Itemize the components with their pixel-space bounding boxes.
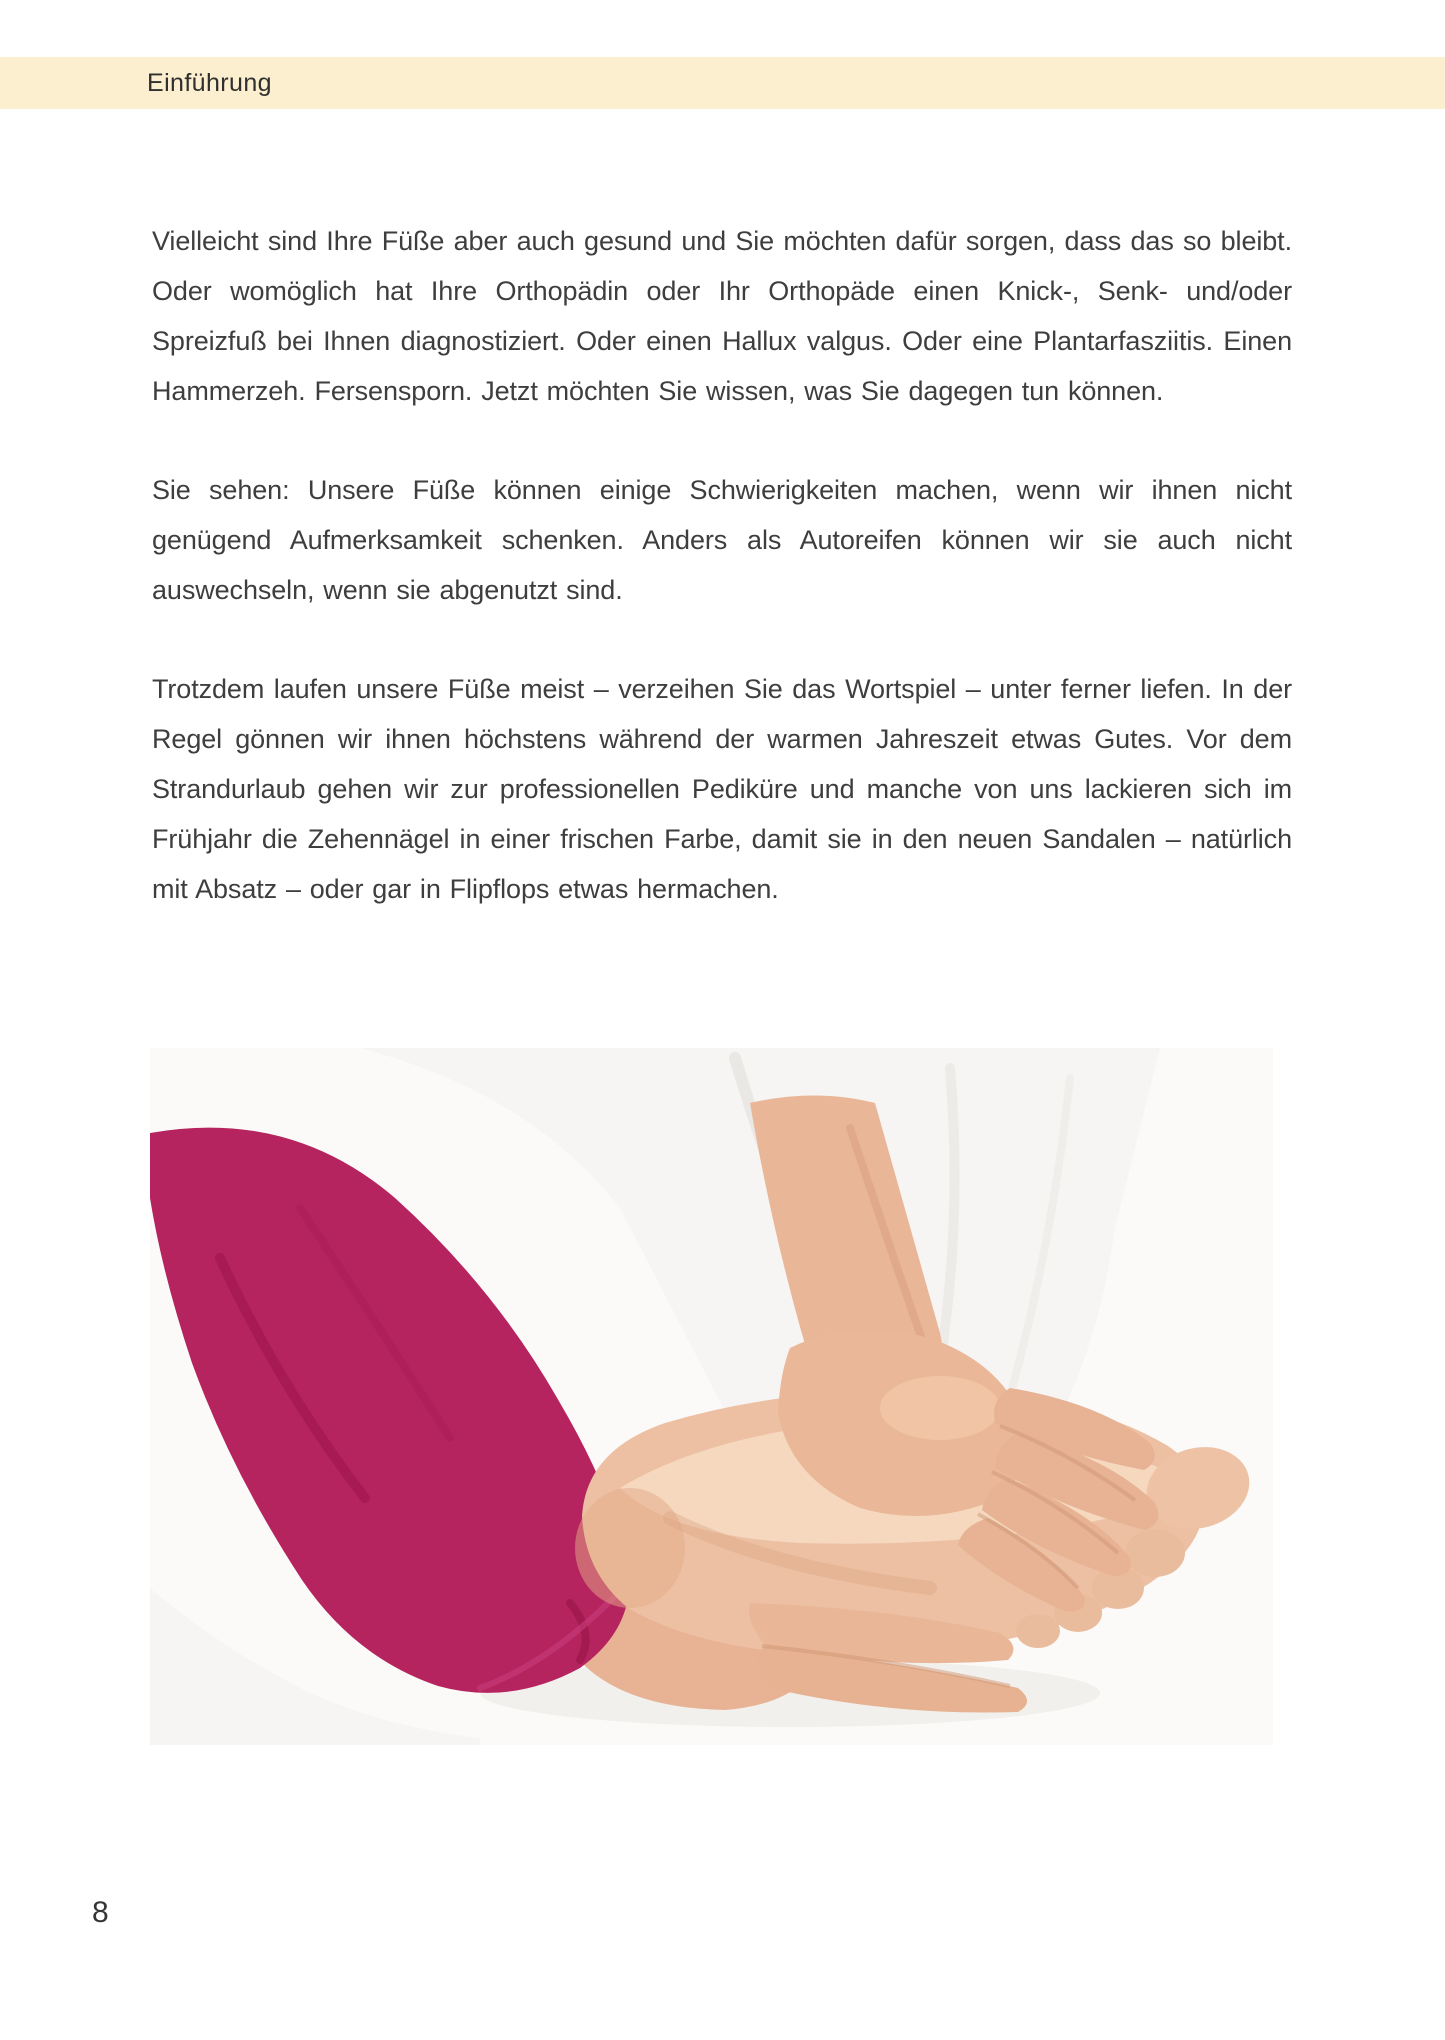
page-number: 8 (92, 1896, 109, 1929)
foot-massage-photo (150, 1048, 1273, 1745)
paragraph-2: Sie sehen: Unsere Füße können einige Schwierigkeiten machen, wenn wir ihnen nicht genügend Aufmerksamkeit schenken. Anders als Autoreifen können wir sie auch nicht auswechseln, wenn sie abgenutzt sind. (152, 475, 1292, 605)
body-text (152, 216, 1292, 963)
paragraph-3: Trotzdem laufen unsere Füße meist – verzeihen Sie das Wortspiel – unter ferner liefen. In der Regel gönnen wir ihnen höchstens während der warmen Jahreszeit etwas Gutes. Vor dem Strandurlaub gehen wir zur professionellen Pediküre und manche von uns lackieren sich im Frühjahr die Zehennägel in einer frischen Farbe, damit sie in den neuen Sandalen – natürlich mit Absatz – oder gar in Flipflops etwas hermachen. (152, 674, 1292, 904)
paragraph-1: Vielleicht sind Ihre Füße aber auch gesund und Sie möchten dafür sorgen, dass das so bleibt. Oder womöglich hat Ihre Orthopädin oder Ihr Orthopäde einen Knick-, Senk- und/oder Spreizfuß bei Ihnen diagnostiziert. Oder einen Hallux valgus. Oder eine Plantarfasziitis. Einen Hammerzeh. Fersensporn. Jetzt möchten Sie wissen, was Sie dagegen tun können. (152, 226, 1292, 406)
chapter-header-band (0, 57, 1445, 109)
chapter-title: Einführung (147, 68, 272, 97)
